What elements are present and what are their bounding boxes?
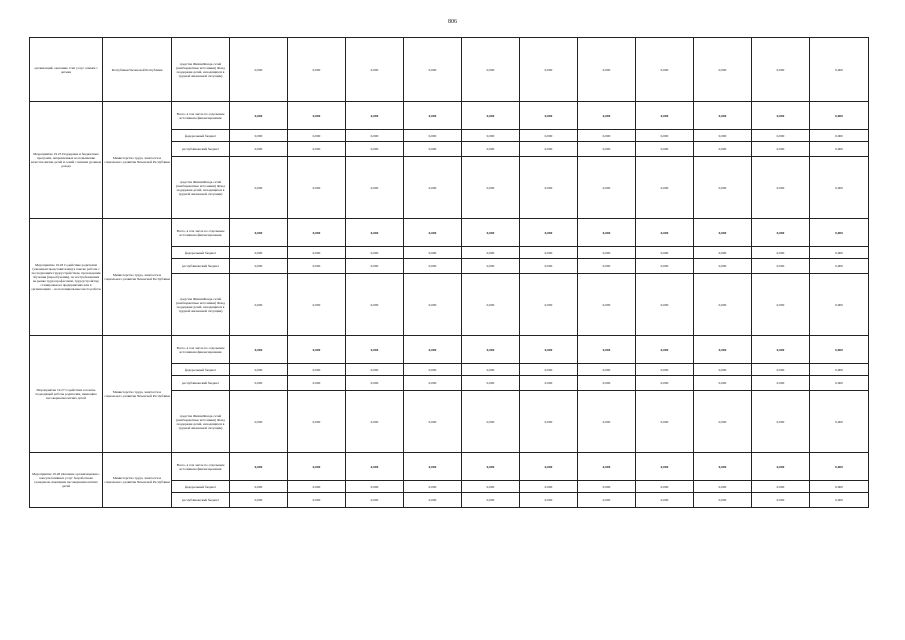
source-cell: средства ЖизниФонда-сетей (внебюджетные источники) Фонд поддержки детей, находящихся в трудной жизненной ситуации): [172, 391, 230, 453]
value-cell: 0,000: [810, 130, 869, 142]
value-cell: 0,000: [520, 142, 578, 157]
source-cell: республиканский бюджет: [172, 376, 230, 391]
value-cell: 0,000: [752, 364, 810, 376]
value-cell: 0,000: [636, 336, 694, 364]
value-cell: 0,000: [752, 219, 810, 247]
source-cell: федеральный бюджет: [172, 247, 230, 259]
value-cell: 0,000: [462, 259, 520, 274]
value-cell: 0,000: [288, 493, 346, 508]
measure-description: Мероприятие 19.27 Содействие в поиске подходящей работы родителям, имеющим несовершеннолетних детей: [30, 336, 103, 453]
value-cell: 0,000: [578, 247, 636, 259]
value-cell: 0,000: [694, 376, 752, 391]
value-cell: 0,000: [404, 493, 462, 508]
value-cell: 0,000: [694, 274, 752, 336]
value-cell: 0,000: [636, 38, 694, 102]
value-cell: 0,000: [578, 376, 636, 391]
value-cell: 0,000: [636, 247, 694, 259]
value-cell: 0,000: [636, 142, 694, 157]
value-cell: 0,000: [288, 247, 346, 259]
value-cell: 0,000: [288, 453, 346, 481]
value-cell: 0,000: [520, 102, 578, 130]
source-cell: республиканский бюджет: [172, 493, 230, 508]
value-cell: 0,000: [288, 102, 346, 130]
value-cell: 0,000: [230, 130, 288, 142]
value-cell: 0,000: [520, 130, 578, 142]
value-cell: 0,000: [752, 142, 810, 157]
value-cell: 0,000: [520, 157, 578, 219]
value-cell: 0,000: [404, 364, 462, 376]
value-cell: 0,000: [346, 259, 404, 274]
table-row: [30, 219, 869, 247]
value-cell: 0,000: [346, 130, 404, 142]
value-cell: 0,000: [346, 142, 404, 157]
source-cell: федеральный бюджет: [172, 364, 230, 376]
value-cell: 0,000: [578, 142, 636, 157]
value-cell: 0,000: [346, 102, 404, 130]
value-cell: 0,000: [578, 38, 636, 102]
value-cell: 0,000: [752, 259, 810, 274]
measure-description: Мероприятие 19.25 Поддержка и бюджетных программ, направленных на повышение качества жизни детей и семей с низким уровнем дохода: [30, 102, 103, 219]
value-cell: 0,000: [636, 130, 694, 142]
measure-description: Мероприятие 19.28 Оказание организационно-консультативных услуг безработным гражданам, имеющим несовершеннолетних детей: [30, 453, 103, 508]
value-cell: 0,000: [404, 157, 462, 219]
value-cell: 0,000: [462, 274, 520, 336]
executor-cell: Министерство труда, занятости и социального развития Чеченской Республики: [103, 102, 172, 219]
value-cell: 0,000: [810, 274, 869, 336]
value-cell: 0,000: [636, 364, 694, 376]
value-cell: 0,000: [636, 376, 694, 391]
value-cell: 0,000: [230, 391, 288, 453]
value-cell: 0,000: [752, 130, 810, 142]
value-cell: 0,000: [752, 376, 810, 391]
value-cell: 0,000: [230, 364, 288, 376]
value-cell: 0,000: [346, 219, 404, 247]
value-cell: 0,000: [230, 336, 288, 364]
measure-description: организаций, оказанию этих услуг семьям с детьми: [30, 38, 103, 102]
value-cell: 0,000: [694, 219, 752, 247]
source-cell: средства ЖизниФонда-сетей (внебюджетные источники) Фонд поддержки детей, находящихся в трудной жизненной ситуации): [172, 157, 230, 219]
value-cell: 0,000: [346, 157, 404, 219]
value-cell: 0,000: [288, 391, 346, 453]
value-cell: 0,000: [288, 481, 346, 493]
value-cell: 0,000: [288, 376, 346, 391]
value-cell: 0,000: [346, 453, 404, 481]
executor-cell: Министерство труда, занятости и социального развития Чеченской Республики: [103, 453, 172, 508]
value-cell: 0,000: [346, 336, 404, 364]
value-cell: 0,000: [810, 481, 869, 493]
value-cell: 0,000: [404, 274, 462, 336]
source-cell: Всего, в том числе по отдельным источникам финансирования: [172, 219, 230, 247]
source-cell: средства ЖизниФонда-сетей (внебюджетные источники) Фонд поддержки детей, находящихся в трудной жизненной ситуации): [172, 274, 230, 336]
value-cell: 0,000: [636, 274, 694, 336]
value-cell: 0,000: [578, 453, 636, 481]
table-row: [30, 102, 869, 130]
value-cell: 0,000: [636, 481, 694, 493]
value-cell: 0,000: [636, 157, 694, 219]
value-cell: 0,000: [346, 274, 404, 336]
value-cell: 0,000: [694, 481, 752, 493]
value-cell: 0,000: [462, 391, 520, 453]
value-cell: 0,000: [230, 274, 288, 336]
value-cell: 0,000: [230, 376, 288, 391]
value-cell: 0,000: [694, 102, 752, 130]
value-cell: 0,000: [694, 364, 752, 376]
value-cell: 0,000: [462, 142, 520, 157]
value-cell: 0,000: [404, 102, 462, 130]
value-cell: 0,000: [520, 376, 578, 391]
value-cell: 0,000: [346, 391, 404, 453]
value-cell: 0,000: [520, 247, 578, 259]
value-cell: 0,000: [288, 157, 346, 219]
value-cell: 0,000: [230, 481, 288, 493]
value-cell: 0,000: [752, 481, 810, 493]
source-cell: Всего, в том числе по отдельным источникам финансирования: [172, 453, 230, 481]
value-cell: 0,000: [752, 274, 810, 336]
value-cell: 0,000: [462, 219, 520, 247]
value-cell: 0,000: [230, 219, 288, 247]
value-cell: 0,000: [578, 157, 636, 219]
value-cell: 0,000: [462, 247, 520, 259]
value-cell: 0,000: [752, 391, 810, 453]
value-cell: 0,000: [462, 130, 520, 142]
value-cell: 0,000: [520, 481, 578, 493]
value-cell: 0,000: [404, 453, 462, 481]
source-cell: федеральный бюджет: [172, 481, 230, 493]
table-row: [30, 336, 869, 364]
value-cell: 0,000: [810, 157, 869, 219]
value-cell: 0,000: [288, 130, 346, 142]
value-cell: 0,000: [230, 453, 288, 481]
value-cell: 0,000: [578, 130, 636, 142]
value-cell: 0,000: [694, 493, 752, 508]
value-cell: 0,000: [462, 102, 520, 130]
value-cell: 0,000: [288, 142, 346, 157]
value-cell: 0,000: [404, 336, 462, 364]
value-cell: 0,000: [752, 493, 810, 508]
source-cell: федеральный бюджет: [172, 130, 230, 142]
value-cell: 0,000: [578, 493, 636, 508]
value-cell: 0,000: [404, 259, 462, 274]
value-cell: 0,000: [404, 247, 462, 259]
budget-table: [29, 37, 869, 508]
value-cell: 0,000: [404, 130, 462, 142]
value-cell: 0,000: [404, 391, 462, 453]
table-row: [30, 38, 869, 102]
value-cell: 0,000: [520, 259, 578, 274]
value-cell: 0,000: [520, 493, 578, 508]
executor-cell: Министерство труда, занятости и социального развития Чеченской Республики: [103, 219, 172, 336]
value-cell: 0,000: [810, 102, 869, 130]
value-cell: 0,000: [288, 259, 346, 274]
source-cell: республиканский бюджет: [172, 142, 230, 157]
value-cell: 0,000: [288, 336, 346, 364]
value-cell: 0,000: [636, 493, 694, 508]
value-cell: 0,000: [694, 247, 752, 259]
value-cell: 0,000: [810, 376, 869, 391]
value-cell: 0,000: [694, 453, 752, 481]
value-cell: 0,000: [346, 247, 404, 259]
value-cell: 0,000: [578, 102, 636, 130]
value-cell: 0,000: [230, 102, 288, 130]
value-cell: 0,000: [520, 336, 578, 364]
value-cell: 0,000: [520, 274, 578, 336]
value-cell: 0,000: [520, 364, 578, 376]
value-cell: 0,000: [462, 336, 520, 364]
value-cell: 0,000: [636, 219, 694, 247]
value-cell: 0,000: [288, 219, 346, 247]
value-cell: 0,000: [810, 336, 869, 364]
value-cell: 0,000: [346, 376, 404, 391]
executor-cell: Республики Чеченской Республики: [103, 38, 172, 102]
value-cell: 0,000: [404, 219, 462, 247]
value-cell: 0,000: [520, 453, 578, 481]
value-cell: 0,000: [810, 247, 869, 259]
value-cell: 0,000: [346, 38, 404, 102]
value-cell: 0,000: [810, 364, 869, 376]
value-cell: 0,000: [578, 481, 636, 493]
value-cell: 0,000: [578, 219, 636, 247]
value-cell: 0,000: [636, 453, 694, 481]
executor-cell: Министерство труда, занятости и социального развития Чеченской Республики: [103, 336, 172, 453]
page-number: 806: [448, 19, 457, 25]
value-cell: 0,000: [578, 274, 636, 336]
table-row: [30, 453, 869, 481]
value-cell: 0,000: [694, 142, 752, 157]
value-cell: 0,000: [230, 493, 288, 508]
value-cell: 0,000: [520, 219, 578, 247]
value-cell: 0,000: [462, 364, 520, 376]
value-cell: 0,000: [694, 157, 752, 219]
value-cell: 0,000: [694, 38, 752, 102]
value-cell: 0,000: [462, 157, 520, 219]
source-cell: средства ЖизниФонда-сетей (внебюджетные источники) Фонд поддержки детей, находящихся в трудной жизненной ситуации): [172, 38, 230, 102]
value-cell: 0,000: [752, 247, 810, 259]
value-cell: 0,000: [810, 142, 869, 157]
source-cell: Всего, в том числе по отдельным источникам финансирования: [172, 336, 230, 364]
value-cell: 0,000: [462, 453, 520, 481]
value-cell: 0,000: [462, 38, 520, 102]
value-cell: 0,000: [752, 102, 810, 130]
value-cell: 0,000: [462, 481, 520, 493]
value-cell: 0,000: [694, 336, 752, 364]
value-cell: 0,000: [230, 142, 288, 157]
value-cell: 0,000: [520, 391, 578, 453]
value-cell: 0,000: [636, 102, 694, 130]
value-cell: 0,000: [752, 453, 810, 481]
value-cell: 0,000: [810, 219, 869, 247]
value-cell: 0,000: [404, 38, 462, 102]
value-cell: 0,000: [636, 259, 694, 274]
value-cell: 0,000: [462, 376, 520, 391]
value-cell: 0,000: [462, 493, 520, 508]
value-cell: 0,000: [810, 259, 869, 274]
value-cell: 0,000: [230, 247, 288, 259]
value-cell: 0,000: [230, 38, 288, 102]
value-cell: 0,000: [230, 259, 288, 274]
value-cell: 0,000: [578, 364, 636, 376]
value-cell: 0,000: [810, 493, 869, 508]
value-cell: 0,000: [694, 391, 752, 453]
measure-description: Мероприятие 19.26 Содействие родителям (законным представителям) в поиске работы с последующим трудоустройством, прохождении обучения (переобучения), по востребованным на рынке труда профессиям, трудоустройству, стажировки на предприятиях или в организациях – на потенциальные места работы: [30, 219, 103, 336]
value-cell: 0,000: [288, 364, 346, 376]
value-cell: 0,000: [288, 274, 346, 336]
value-cell: 0,000: [578, 259, 636, 274]
value-cell: 0,000: [346, 493, 404, 508]
value-cell: 0,000: [288, 38, 346, 102]
table-body: [30, 38, 869, 508]
source-cell: Всего, в том числе по отдельным источникам финансирования: [172, 102, 230, 130]
value-cell: 0,000: [404, 142, 462, 157]
value-cell: 0,000: [636, 391, 694, 453]
value-cell: 0,000: [578, 336, 636, 364]
value-cell: 0,000: [404, 481, 462, 493]
source-cell: республиканский бюджет: [172, 259, 230, 274]
value-cell: 0,000: [810, 453, 869, 481]
value-cell: 0,000: [752, 336, 810, 364]
value-cell: 0,000: [752, 38, 810, 102]
value-cell: 0,000: [404, 376, 462, 391]
value-cell: 0,000: [694, 259, 752, 274]
value-cell: 0,000: [230, 157, 288, 219]
value-cell: 0,000: [810, 391, 869, 453]
value-cell: 0,000: [346, 481, 404, 493]
value-cell: 0,000: [520, 38, 578, 102]
value-cell: 0,000: [752, 157, 810, 219]
value-cell: 0,000: [694, 130, 752, 142]
value-cell: 0,000: [346, 364, 404, 376]
value-cell: 0,000: [810, 38, 869, 102]
value-cell: 0,000: [578, 391, 636, 453]
